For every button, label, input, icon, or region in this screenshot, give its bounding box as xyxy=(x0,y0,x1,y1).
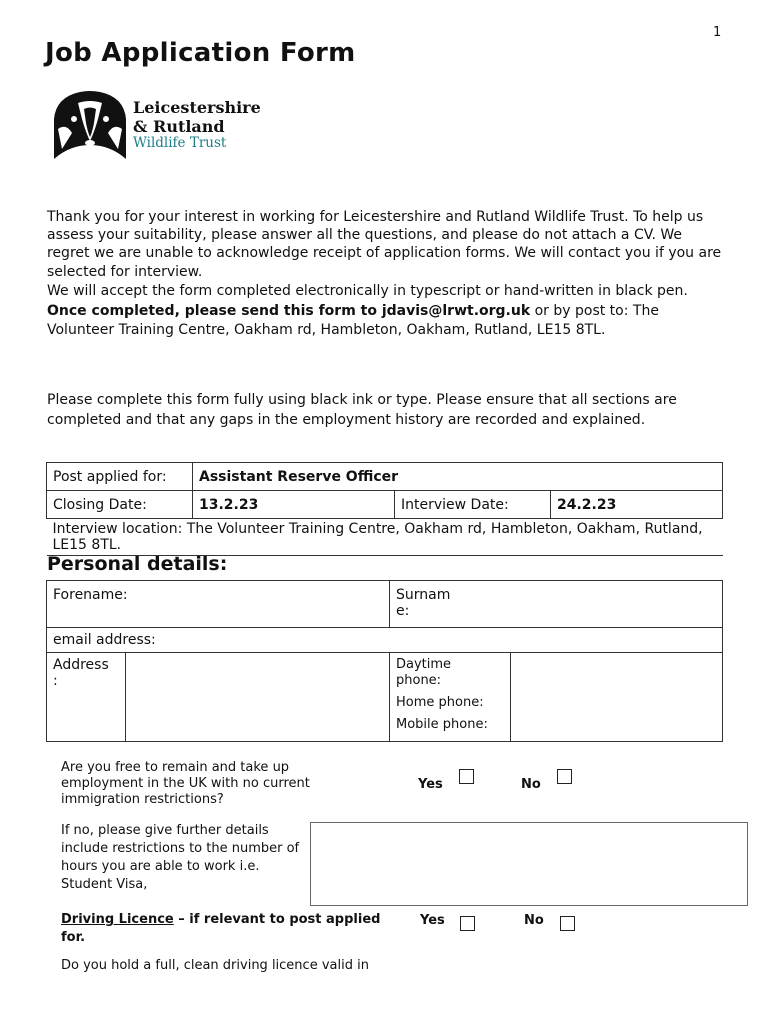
intro-p2-text-c: or by post to: The Volunteer Training Centre, Oakham rd, Hambleton, Oakham, Rutland, LE15 8TL. xyxy=(47,302,659,338)
post-value[interactable]: Assistant Reserve Officer xyxy=(193,463,723,491)
intro-paragraph-3: Please complete this form fully using black ink or type. Please ensure that all sections are completed and that any gaps in the employment history are recorded and explained. xyxy=(47,392,677,428)
badger-logo-icon xyxy=(50,89,130,161)
mobile-phone-label: Mobile phone: xyxy=(396,717,488,732)
email-field[interactable] xyxy=(47,628,723,653)
surname-field[interactable] xyxy=(390,581,723,628)
immigration-yes-checkbox[interactable] xyxy=(459,769,474,784)
closing-date-value[interactable]: 13.2.23 xyxy=(193,491,395,519)
forename-field[interactable] xyxy=(47,581,390,628)
phone-field[interactable] xyxy=(511,653,723,742)
licence-no-label: No xyxy=(524,913,544,928)
interview-location: Interview location: The Volunteer Training Centre, Oakham rd, Hambleton, Oakham, Rutland, LE15 8TL. xyxy=(47,519,723,556)
daytime-phone-label: Daytime phone: xyxy=(396,657,452,688)
intro-paragraph-2 xyxy=(47,282,727,341)
licence-no-checkbox[interactable] xyxy=(560,916,575,931)
further-details-question: If no, please give further details include restrictions to the number of hours you are able to work i.e. Student Visa, xyxy=(61,823,300,892)
home-phone-label: Home phone: xyxy=(396,695,484,710)
address-label: Address : xyxy=(47,653,126,742)
intro-p2-text-a: We will accept the form completed electronically in typescript or hand-written in black pen. xyxy=(47,283,688,299)
immigration-yes-label: Yes xyxy=(418,777,443,792)
logo-text-line1: Leicestershire xyxy=(133,98,261,117)
intro-paragraph-1: Thank you for your interest in working for Leicestershire and Rutland Wildlife Trust. To help us assess your suitability, please answer all the questions, and please do not attach a CV. We regret we are unable to acknowledge receipt of application forms. We will contact you if you are selected for interview. xyxy=(47,209,722,280)
interview-date-label: Interview Date: xyxy=(395,491,551,519)
personal-details-heading: Personal details: xyxy=(47,553,228,575)
licence-yes-label: Yes xyxy=(420,913,445,928)
closing-date-label: Closing Date: xyxy=(47,491,193,519)
logo-text-line2: & Rutland xyxy=(133,117,225,136)
logo-text-line3: Wildlife Trust xyxy=(133,135,227,151)
driving-licence-subtitle: – if relevant to post applied for. xyxy=(61,912,381,945)
immigration-no-label: No xyxy=(521,777,541,792)
interview-date-value[interactable]: 24.2.23 xyxy=(551,491,723,519)
immigration-question: Are you free to remain and take up employment in the UK with no current immigration restrictions? xyxy=(61,760,310,807)
page-number: 1 xyxy=(713,25,722,40)
post-label: Post applied for: xyxy=(47,463,193,491)
email-label: email address: xyxy=(53,632,156,648)
post-details-table xyxy=(46,462,723,556)
further-details-input[interactable] xyxy=(310,822,748,906)
surname-label: Surnam e: xyxy=(396,587,451,619)
address-field[interactable] xyxy=(126,653,390,742)
forename-label: Forename: xyxy=(53,587,128,603)
driving-licence-heading xyxy=(61,911,381,947)
driving-licence-question: Do you hold a full, clean driving licence valid in xyxy=(61,958,369,973)
page-title: Job Application Form xyxy=(45,38,356,68)
immigration-no-checkbox[interactable] xyxy=(557,769,572,784)
driving-licence-title: Driving Licence xyxy=(61,912,174,927)
send-instruction: Once completed, please send this form to jdavis@lrwt.org.uk xyxy=(47,302,531,319)
phone-labels xyxy=(390,653,511,742)
personal-details-table xyxy=(46,580,723,742)
licence-yes-checkbox[interactable] xyxy=(460,916,475,931)
